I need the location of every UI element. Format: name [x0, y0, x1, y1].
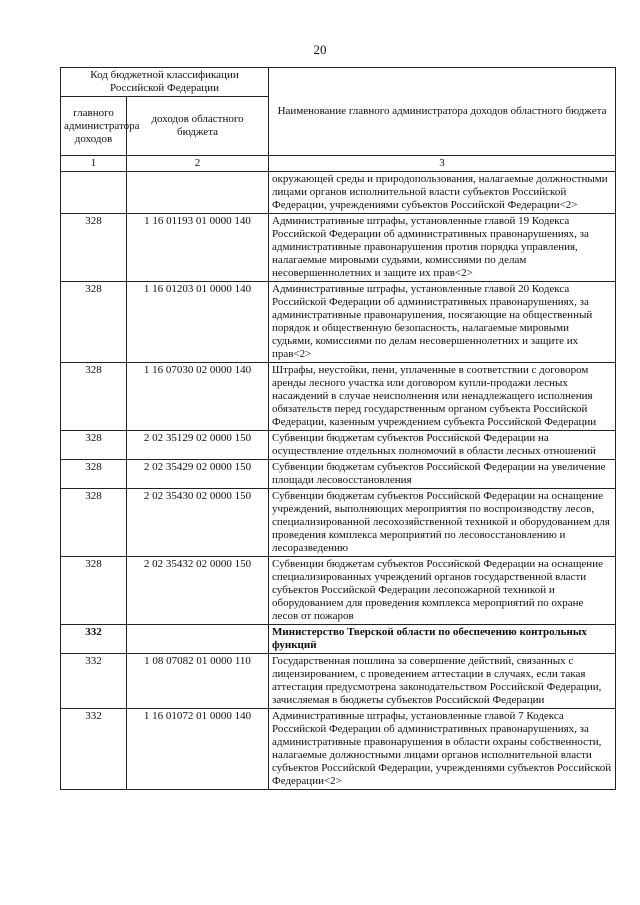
budget-code-cell: 1 16 01193 01 0000 140	[127, 214, 269, 282]
income-name-cell: Административные штрафы, установленные главой 19 Кодекса Российской Федерации об административных правонарушениях, за административные правонарушения против порядка управления, налагаемые мировыми судьями, комиссиями по делам несовершеннолетних и защите их прав<2>	[269, 214, 616, 282]
income-name-cell: окружающей среды и природопользования, налагаемые должностными лицами органов исполнительной власти субъектов Российской Федерации, учреждениями субъектов Российской Федерации<2>	[269, 172, 616, 214]
admin-code-cell: 328	[61, 489, 127, 557]
page-number: 20	[313, 42, 327, 57]
budget-code-cell: 1 16 01203 01 0000 140	[127, 282, 269, 363]
table-row	[61, 654, 616, 709]
income-name-cell: Административные штрафы, установленные главой 20 Кодекса Российской Федерации об административных правонарушениях, за административные правонарушения, посягающие на общественный порядок и общественную безопасность, налагаемые мировыми судьями, комиссиями по делам несовершеннолетних и защите их прав<2>	[269, 282, 616, 363]
header-col-number-2: 2	[127, 156, 269, 172]
income-name-cell: Субвенции бюджетам субъектов Российской Федерации на увеличение площади лесовосстановления	[269, 460, 616, 489]
table-row	[61, 625, 616, 654]
income-name-cell: Субвенции бюджетам субъектов Российской Федерации на оснащение специализированных учреждений органов государственной власти субъектов Российской Федерации лесопожарной техникой и оборудованием для проведения комплекса мероприятий по охране лесов от пожаров	[269, 557, 616, 625]
header-row-numbers	[61, 156, 616, 172]
budget-code-cell: 2 02 35430 02 0000 150	[127, 489, 269, 557]
income-name-cell: Субвенции бюджетам субъектов Российской Федерации на оснащение учреждений, выполняющих мероприятия по воспроизводству лесов, специализированной лесохозяйственной техникой и оборудованием для проведения комплекса мероприятий по лесовосстановлению и лесоразведению	[269, 489, 616, 557]
admin-code-cell: 328	[61, 214, 127, 282]
admin-code-cell: 332	[61, 625, 127, 654]
admin-code-cell: 328	[61, 460, 127, 489]
income-name-cell: Государственная пошлина за совершение действий, связанных с лицензированием, с проведением аттестации в случаях, если такая аттестация предусмотрена законодательством Российской Федерации, зачисляемая в бюджеты субъектов Российской Федерации	[269, 654, 616, 709]
budget-classification-table	[60, 67, 616, 790]
table-row	[61, 363, 616, 431]
budget-code-cell: 2 02 35129 02 0000 150	[127, 431, 269, 460]
table-row	[61, 172, 616, 214]
budget-code-cell: 2 02 35429 02 0000 150	[127, 460, 269, 489]
admin-code-cell: 332	[61, 654, 127, 709]
header-row-group	[61, 68, 616, 97]
table-row	[61, 431, 616, 460]
admin-code-cell	[61, 172, 127, 214]
table-row	[61, 214, 616, 282]
table-row	[61, 489, 616, 557]
income-name-cell: Административные штрафы, установленные главой 7 Кодекса Российской Федерации об административных правонарушениях, за административные правонарушения в области охраны собственности, налагаемые должностными лицами органов исполнительной власти субъектов Российской Федерации, учреждениями субъектов Российской Федерации<2>	[269, 709, 616, 790]
admin-code-cell: 328	[61, 363, 127, 431]
admin-code-cell: 328	[61, 557, 127, 625]
header-col1-title: главного администратора доходов	[61, 97, 127, 156]
income-name-cell: Субвенции бюджетам субъектов Российской Федерации на осуществление отдельных полномочий в области лесных отношений	[269, 431, 616, 460]
budget-code-cell: 1 16 01072 01 0000 140	[127, 709, 269, 790]
admin-code-cell: 328	[61, 282, 127, 363]
header-col-number-3: 3	[269, 156, 616, 172]
budget-code-cell: 1 16 07030 02 0000 140	[127, 363, 269, 431]
budget-code-cell: 1 08 07082 01 0000 110	[127, 654, 269, 709]
income-name-cell: Штрафы, неустойки, пени, уплаченные в соответствии с договором аренды лесного участка или договором купли-продажи лесных насаждений в случае неисполнения или ненадлежащего исполнения обязательств перед государственным органом субъекта Российской Федерации, казенным учреждением субъекта Российской Федерации	[269, 363, 616, 431]
table-row	[61, 460, 616, 489]
budget-code-cell	[127, 625, 269, 654]
admin-code-cell: 332	[61, 709, 127, 790]
table-row	[61, 557, 616, 625]
header-col-number-1: 1	[61, 156, 127, 172]
header-col3-title: Наименование главного администратора доходов областного бюджета	[269, 68, 616, 156]
table-row	[61, 709, 616, 790]
header-col2-title: доходов областного бюджета	[127, 97, 269, 156]
header-group-title: Код бюджетной классификации Российской Федерации	[61, 68, 269, 97]
budget-code-cell: 2 02 35432 02 0000 150	[127, 557, 269, 625]
income-name-cell: Министерство Тверской области по обеспечению контрольных функций	[269, 625, 616, 654]
table-row	[61, 282, 616, 363]
budget-code-cell	[127, 172, 269, 214]
admin-code-cell: 328	[61, 431, 127, 460]
